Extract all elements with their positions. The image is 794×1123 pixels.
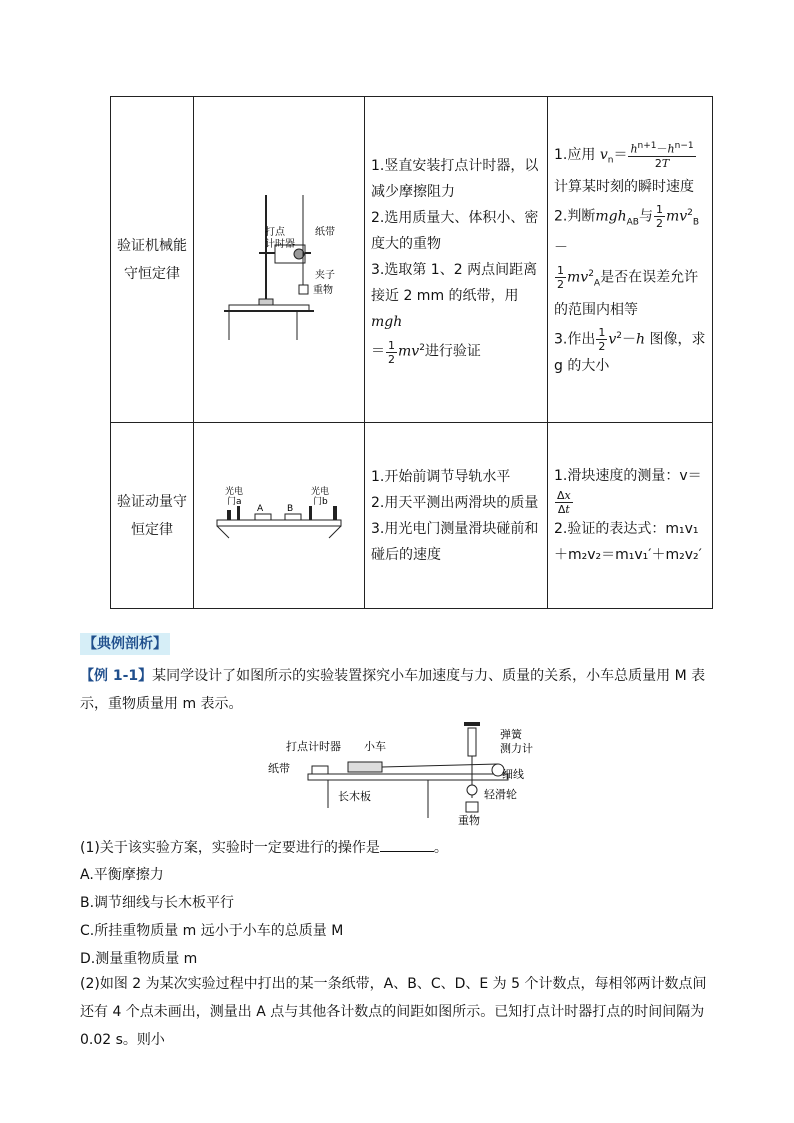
steps-cell bbox=[365, 423, 548, 609]
slider-a-label: A bbox=[257, 503, 264, 514]
step-text: 1.竖直安装打点计时器，以减少摩擦阻力 bbox=[371, 158, 539, 201]
example-text: 某同学设计了如图所示的实验装置探究小车加速度与力、质量的关系，小车总质量用 M 表示，重物质量用 m 表示。 bbox=[80, 668, 706, 712]
tape-label: 纸带 bbox=[268, 762, 290, 775]
processing-text: 计算某时刻的瞬时速度 bbox=[554, 178, 694, 195]
processing-item: 1.滑块速度的测量：v＝ bbox=[554, 468, 702, 484]
svg-text:门b: 门b bbox=[313, 496, 328, 507]
thread-label: 细线 bbox=[502, 768, 524, 781]
mechanical-energy-apparatus-figure bbox=[219, 175, 339, 345]
experiment-name-cell bbox=[111, 423, 194, 609]
table-row bbox=[111, 97, 713, 423]
data-processing-cell bbox=[548, 423, 713, 609]
pulley-label: 轻滑轮 bbox=[484, 788, 517, 801]
experiment-table bbox=[110, 96, 713, 609]
question-1: (1)关于该实验方案，实验时一定要进行的操作是 。 bbox=[80, 834, 720, 862]
step-text: 2.用天平测出两滑块的质量 bbox=[371, 494, 539, 511]
example-paragraph bbox=[80, 662, 720, 718]
data-processing-cell bbox=[548, 97, 713, 423]
question-2: (2)如图 2 为某次实验过程中打出的某一条纸带，A、B、C、D、E 为 5 个计数点，每相邻两计数点间还有 4 个点未画出，测量出 A 点与其他各计数点的间距如图所示。已知打点计时器打点的时间间隔为 0.02 s。则小 bbox=[80, 976, 707, 1048]
experiment-name: 验证动量守恒定律 bbox=[117, 493, 187, 538]
timer-label: 打点 bbox=[265, 226, 285, 238]
spring-label: 弹簧 bbox=[500, 728, 522, 741]
gate-a-label: 光电 bbox=[225, 486, 244, 497]
processing-text: 2.验证的表达式：m₁v₁＋m₂v₂＝m₁v₁′＋m₂v₂′ bbox=[554, 521, 702, 563]
option-c: C.所挂重物质量 m 远小于小车的总质量 M bbox=[80, 923, 344, 939]
processing-item: 2.判断mgh$_{AB}$与 $\frac{1}{2}$ $mv^2_B-$ bbox=[554, 202, 700, 257]
step-text: 3.用光电门测量滑块碰前和碰后的速度 bbox=[371, 520, 539, 563]
weight-label: 重物 bbox=[313, 284, 333, 296]
processing-item: $\frac{1}{2}$ $mv^2_A$是否在误差允许的范围内相等 bbox=[554, 264, 699, 318]
slider-b-label: B bbox=[287, 503, 294, 514]
experiment-name: 验证机械能守恒定律 bbox=[117, 237, 187, 282]
momentum-apparatus-figure bbox=[209, 476, 349, 556]
processing-item: 1.应用 $v_n=$ $\frac{h^{n+1}-h^{n-1}}{2T}$ bbox=[554, 141, 694, 170]
cart-experiment-figure bbox=[268, 718, 540, 828]
option-b: B.调节细线与长木板平行 bbox=[80, 895, 235, 911]
answer-blank[interactable] bbox=[380, 837, 434, 852]
section-header: 【典例剖析】 bbox=[80, 633, 170, 655]
step-text: ＝ $\frac{1}{2}$ $mv^2$进行验证 bbox=[371, 338, 481, 366]
apparatus-figure-cell bbox=[194, 423, 365, 609]
step-text: 2.选用质量大、体积小、密度大的重物 bbox=[371, 210, 539, 253]
processing-item: $\frac{\Delta x}{\Delta t}$ bbox=[557, 489, 571, 516]
processing-item: 3.作出 $\frac{1}{2}$ $v^2-h$ 图像，求 g 的大小 bbox=[554, 325, 706, 374]
clip-label: 夹子 bbox=[315, 269, 335, 281]
table-row bbox=[111, 423, 713, 609]
apparatus-figure-cell bbox=[194, 97, 365, 423]
step-text: 3.选取第 1、2 两点间距离接近 2 mm 的纸带，用mgh bbox=[371, 262, 538, 331]
experiment-name-cell bbox=[111, 97, 194, 423]
svg-text:计时器: 计时器 bbox=[265, 238, 295, 250]
tape-label: 纸带 bbox=[315, 226, 335, 238]
steps-cell bbox=[365, 97, 548, 423]
gate-b-label: 光电 bbox=[311, 486, 330, 497]
board-label: 长木板 bbox=[338, 790, 371, 803]
option-a: A.平衡摩擦力 bbox=[80, 867, 164, 883]
svg-text:测力计: 测力计 bbox=[500, 742, 533, 755]
svg-text:门a: 门a bbox=[227, 496, 242, 507]
car-label: 小车 bbox=[364, 740, 386, 753]
weight-label: 重物 bbox=[458, 814, 480, 827]
step-text: 1.开始前调节导轨水平 bbox=[371, 468, 511, 485]
timer-label: 打点计时器 bbox=[286, 740, 341, 753]
example-label: 【例 1-1】 bbox=[80, 668, 153, 684]
option-d: D.测量重物质量 m bbox=[80, 951, 198, 967]
